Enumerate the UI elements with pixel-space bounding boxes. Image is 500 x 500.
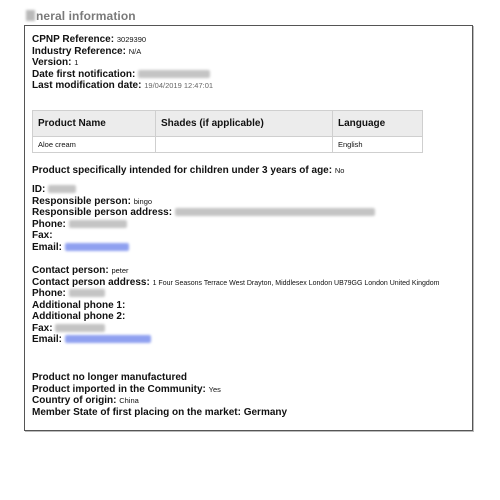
industry-reference-row: [32, 46, 466, 58]
email-row: [32, 334, 466, 346]
redacted-region: [175, 208, 375, 216]
additional-phone-2-label: Additional phone 2:: [32, 311, 126, 322]
cpnp-reference-value: 3029390: [116, 35, 147, 44]
column-header-product-name: Product Name: [33, 111, 156, 137]
industry-reference-value: N/A: [128, 46, 142, 56]
id-label: ID:: [32, 184, 46, 195]
date-first-notification-label: Date first notification:: [32, 68, 136, 80]
email-label: Email:: [32, 241, 63, 253]
last-modification-label: Last modification date:: [32, 80, 142, 91]
phone-label: Phone:: [32, 288, 66, 299]
contact-person-address-row: [32, 277, 466, 289]
id-row: [32, 184, 466, 196]
additional-phone-1-row: [32, 300, 466, 312]
contact-person-address-label: Contact person address:: [32, 276, 150, 288]
redacted-region: [69, 220, 127, 228]
fax-label: Fax:: [32, 322, 53, 334]
redacted-email-link[interactable]: [65, 243, 129, 251]
last-modification-value: 19/04/2019 12:47:01: [144, 81, 214, 90]
version-value: 1: [74, 58, 79, 67]
column-header-shades: Shades (if applicable): [156, 111, 333, 137]
no-longer-manufactured-label: Product no longer manufactured: [32, 372, 188, 383]
version-label: Version:: [32, 57, 72, 68]
member-state-label: Member State of first placing on the market:: [32, 406, 241, 418]
redacted-region: [26, 10, 35, 21]
responsible-person-row: [32, 196, 466, 208]
contact-person-value: peter: [111, 266, 129, 275]
cpnp-reference-row: [32, 34, 466, 46]
responsible-person-address-row: [32, 207, 466, 219]
children-row: [32, 165, 466, 177]
section-title: [26, 9, 136, 23]
country-of-origin-value: China: [119, 396, 139, 405]
additional-phone-2-row: [32, 311, 466, 323]
country-of-origin-row: [32, 395, 466, 407]
redacted-region: [69, 289, 105, 297]
member-state-value: Germany: [243, 406, 288, 418]
reference-block: [32, 34, 466, 92]
imported-label: Product imported in the Community:: [32, 383, 206, 395]
responsible-person-block: [32, 184, 466, 253]
section-title-text: neral information: [36, 9, 136, 23]
email-label: Email:: [32, 334, 63, 345]
market-block: [32, 372, 466, 418]
contact-person-label: Contact person:: [32, 265, 109, 276]
country-of-origin-label: Country of origin:: [32, 395, 117, 406]
children-block: [32, 165, 466, 177]
fax-row: [32, 230, 466, 242]
redacted-email-link[interactable]: [65, 335, 151, 343]
responsible-person-address-label: Responsible person address:: [32, 207, 173, 218]
children-label: Product specifically intended for children under 3 years of age:: [32, 165, 333, 176]
redacted-region: [48, 185, 76, 193]
imported-value: Yes: [208, 384, 221, 394]
phone-label: Phone:: [32, 218, 66, 230]
contact-person-address-value: 1 Four Seasons Terrace West Drayton, Middlesex London UB79GG London United Kingdom: [152, 279, 440, 287]
column-header-language: Language: [333, 111, 423, 137]
cell-language: English: [333, 137, 423, 153]
imported-row: [32, 384, 466, 396]
responsible-person-label: Responsible person:: [32, 195, 131, 207]
contact-person-block: [32, 265, 466, 346]
responsible-person-value: bingo: [133, 196, 153, 206]
additional-phone-1-label: Additional phone 1:: [32, 299, 126, 311]
phone-row: [32, 219, 466, 231]
version-row: [32, 57, 466, 69]
cell-product-name: Aloe cream: [33, 137, 156, 153]
children-value: No: [334, 166, 345, 175]
fax-label: Fax:: [32, 230, 53, 241]
date-first-notification-row: [32, 69, 466, 81]
cell-shades: [156, 137, 333, 153]
general-information-panel: [24, 25, 473, 431]
products-table-header: [33, 111, 423, 137]
email-row: [32, 242, 466, 254]
products-table: [32, 110, 423, 153]
cpnp-reference-label: CPNP Reference:: [32, 34, 115, 45]
table-row: [33, 137, 423, 153]
contact-person-row: [32, 265, 466, 277]
redacted-region: [138, 70, 210, 78]
member-state-row: [32, 407, 466, 419]
no-longer-manufactured-row: [32, 372, 466, 384]
phone-row: [32, 288, 466, 300]
fax-row: [32, 323, 466, 335]
redacted-region: [55, 324, 105, 332]
last-modification-row: [32, 80, 466, 92]
industry-reference-label: Industry Reference:: [32, 45, 126, 57]
